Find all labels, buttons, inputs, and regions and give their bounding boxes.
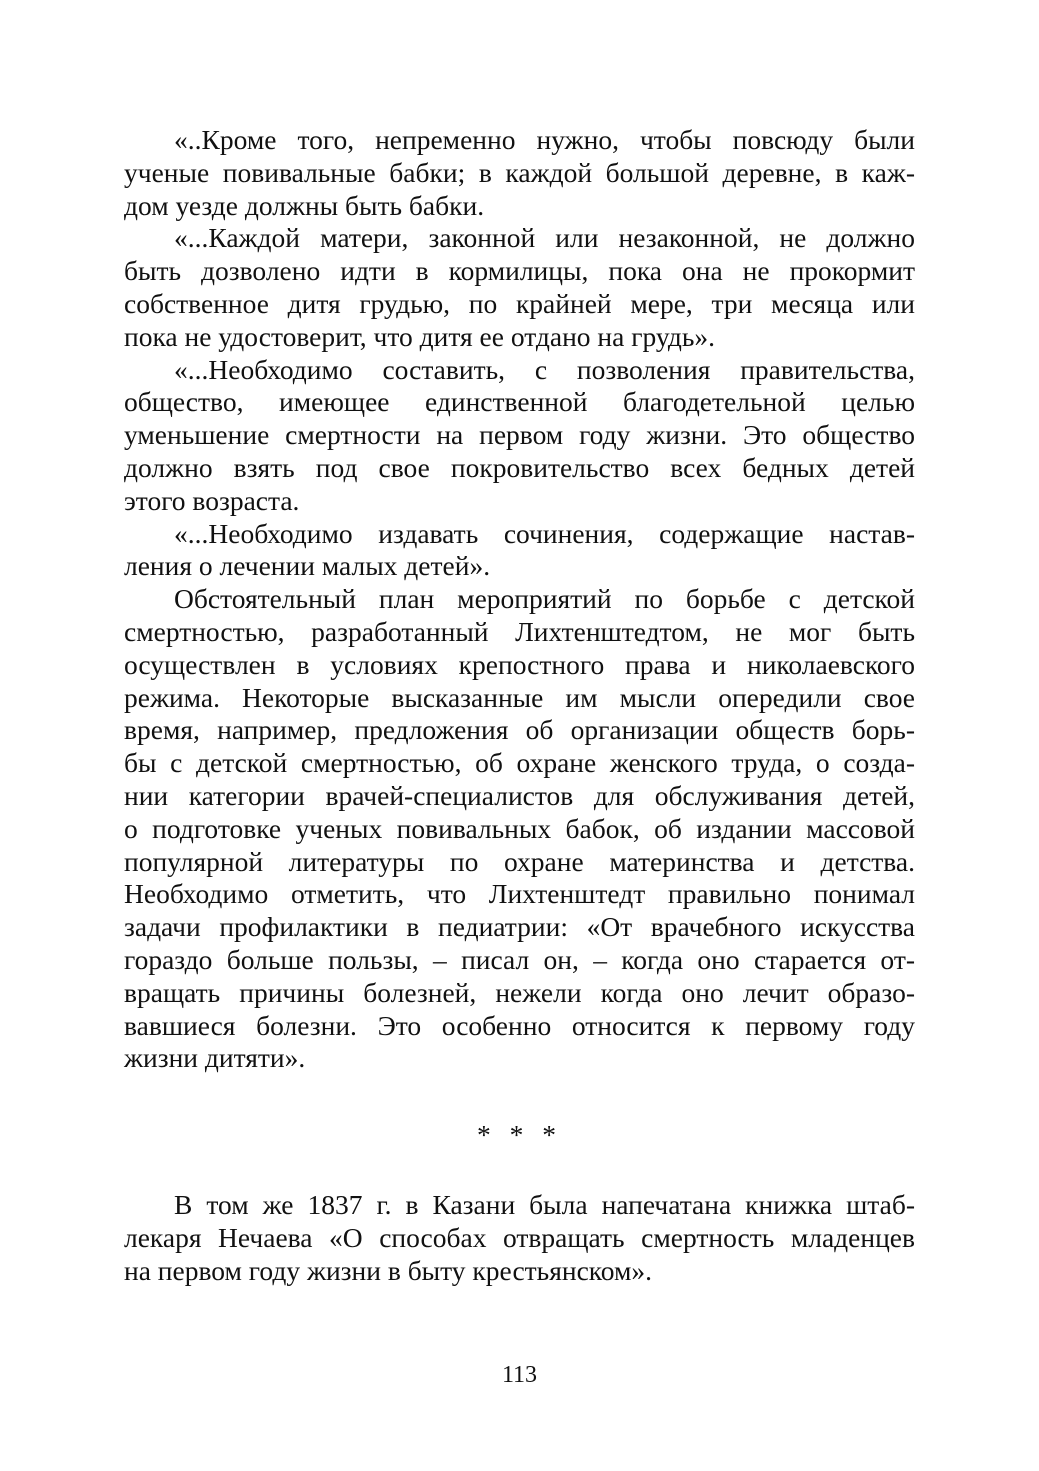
text-line: должно взять под свое покровительство всех бедных детей xyxy=(124,451,915,483)
text-line: жизни дитяти». xyxy=(124,1042,306,1074)
text-line: время, например, предложения об организации обществ борь- xyxy=(124,714,915,746)
paragraph-4 xyxy=(124,518,915,584)
text-line: дом уезде должны быть бабки. xyxy=(124,189,485,221)
text-line: «..Кроме того, непременно нужно, чтобы повсюду были xyxy=(174,124,915,155)
text-line: собственное дитя грудью, по крайней мере, три месяца или xyxy=(124,287,915,319)
page-number: 113 xyxy=(501,1362,538,1388)
text-line: гораздо больше пользы, – писал он, – когда оно старается от- xyxy=(124,943,915,975)
section-separator: * * * xyxy=(477,1119,562,1150)
text-line: популярной литературы по охране материнства и детства. xyxy=(124,845,915,877)
paragraph-5 xyxy=(124,583,915,1075)
text-line: общество, имеющее единственной благодетельной целью xyxy=(124,386,915,418)
closing-text xyxy=(124,1189,915,1287)
text-line: лекаря Нечаева «О способах отвращать смертность младенцев xyxy=(124,1221,915,1253)
paragraph-closing xyxy=(124,1189,915,1287)
text-line: режима. Некоторые высказанные им мысли опередили свое xyxy=(124,681,915,713)
text-line: вавшиеся болезни. Это особенно относится к первому году xyxy=(124,1009,915,1041)
text-line: пока не удостоверит, что дитя ее отдано на грудь». xyxy=(124,320,716,352)
text-line: нии категории врачей-специалистов для обслуживания детей, xyxy=(124,779,915,811)
text-line: В том же 1837 г. в Казани была напечатана книжка штаб- xyxy=(174,1189,915,1220)
paragraph-2 xyxy=(124,222,915,353)
text-line: «...Необходимо составить, с позволения правительства, xyxy=(174,353,915,385)
text-line: «...Необходимо издавать сочинения, содержащие настав- xyxy=(174,517,915,549)
paragraph-3 xyxy=(124,354,915,518)
text-line: бы с детской смертностью, об охране женского труда, о созда- xyxy=(124,747,915,779)
text-line: смертностью, разработанный Лихтенштедтом, не мог быть xyxy=(124,615,915,647)
text-line: «...Каждой матери, законной или незаконной, не должно xyxy=(174,222,915,254)
paragraph-1 xyxy=(124,124,915,222)
text-line: быть дозволено идти в кормилицы, пока она не прокормит xyxy=(124,255,915,287)
text-line: ления о лечении малых детей». xyxy=(124,550,491,582)
text-line: этого возраста. xyxy=(124,484,300,516)
text-line: задачи профилактики в педиатрии: «От врачебного искусства xyxy=(124,911,915,943)
text-line: Обстоятельный план мероприятий по борьбе с детской xyxy=(174,583,915,615)
text-line: ученые повивальные бабки; в каждой большой деревне, в каж- xyxy=(124,156,915,188)
text-line: осуществлен в условиях крепостного права и николаевского xyxy=(124,648,915,680)
main-text xyxy=(124,124,915,1075)
text-line: о подготовке ученых повивальных бабок, об издании массовой xyxy=(124,812,915,844)
text-line: на первом году жизни в быту крестьянском». xyxy=(124,1254,652,1286)
text-line: уменьшение смертности на первом году жизни. Это общество xyxy=(124,419,915,451)
text-line: Необходимо отметить, что Лихтенштедт правильно понимал xyxy=(124,878,915,910)
text-line: вращать причины болезней, нежели когда оно лечит образо- xyxy=(124,976,915,1008)
